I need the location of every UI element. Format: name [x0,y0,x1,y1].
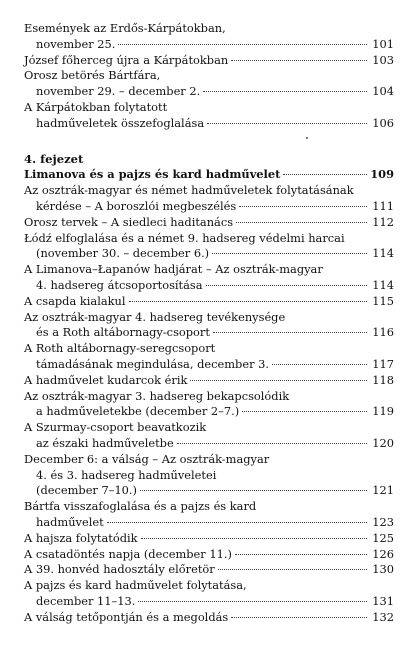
toc-page-number: 119 [372,404,394,419]
toc-entry-text: hadműveletek összefoglalása [36,115,205,130]
toc-entry [24,53,394,69]
chapter-title-entry [24,167,394,183]
toc-entry-text: József főherceg újra a Kárpátokban [24,52,229,67]
toc-entry-text: A csatadöntés napja (december 11.) [24,546,232,561]
toc-entry-text: A hadművelet kudarcok érik [24,372,188,387]
toc-entry [24,215,394,231]
toc-entry-text: A Kárpátokban folytatott [24,99,168,114]
toc-page-number: 101 [372,36,394,51]
toc-page-number: 103 [372,52,394,67]
toc-page-number: 114 [372,277,394,292]
toc-entry-text: 4. hadsereg átcsoportosítása [36,277,203,292]
toc-section-top [0,21,414,132]
toc-page-number: 123 [372,514,394,529]
toc-page-number: 117 [372,356,394,371]
toc-page-number: 114 [372,246,394,261]
toc-entry [24,21,394,53]
toc-page-number: 125 [372,530,394,545]
toc-page-number: 112 [372,214,394,229]
toc-entry-text: Łódź elfoglalása és a német 9. hadsereg védelmi harcai [24,230,345,245]
toc-entry-text: kérdése – A boroszlói megbeszélés [36,198,237,213]
toc-entry [24,294,394,310]
toc-entry [24,183,394,215]
toc-entry [24,100,394,132]
toc-entry [24,578,394,610]
toc-page-number: 120 [372,435,394,450]
toc-entry-text: hadművelet [36,514,104,529]
toc-entry-text: A Limanova–Łapanów hadjárat – Az osztrák-magyar [24,262,323,277]
toc-entry-text: Az osztrák-magyar 4. hadsereg tevékenysége [24,309,286,324]
toc-entry [24,231,394,263]
toc-entry [24,531,394,547]
chapter-label: 4. fejezet [24,151,84,166]
toc-entry [24,452,394,499]
chapter-title: Limanova és a pajzs és kard hadművelet [24,167,281,182]
toc-entry [24,610,394,626]
toc-page-number: 131 [372,593,394,608]
speck-mark [306,137,308,139]
toc-entry-text: A 39. honvéd hadosztály előretör [24,562,215,577]
toc-entry-text: A pajzs és kard hadművelet folytatása, [24,578,247,593]
toc-entry-text: (november 30. – december 6.) [36,246,210,261]
toc-page-number: 118 [372,372,394,387]
toc-entry-text: December 6: a válság – Az osztrák-magyar [24,451,270,466]
toc-entry [24,420,394,452]
toc-entry-text: és a Roth altábornagy-csoport [36,325,210,340]
toc-entry-text: Orosz betörés Bártfára, [24,68,161,83]
toc-entry-text: Orosz tervek – A siedleci haditanács [24,214,234,229]
toc-entry [24,373,394,389]
toc-page-number: 130 [372,562,394,577]
toc-entry [24,68,394,100]
toc-entry-text: az északi hadműveletbe [36,435,174,450]
toc-page-number: 115 [372,293,394,308]
chapter-page-number: 109 [370,167,394,182]
toc-entry [24,547,394,563]
toc-entry [24,341,394,373]
toc-page-number: 111 [372,198,394,213]
toc-entry-text: 4. és 3. hadsereg hadműveletei [36,467,217,482]
toc-page-number: 132 [372,609,394,624]
toc-entry-text: A Szurmay-csoport beavatkozik [24,420,207,435]
toc-entry [24,389,394,421]
toc-entry-text: támadásának megindulása, december 3. [36,356,270,371]
toc-entry-text: Az osztrák-magyar és német hadműveletek folytatásának [24,183,354,198]
toc-entry-text: A válság tetőpontján és a megoldás [24,609,229,624]
toc-entry [24,262,394,294]
toc-entry [24,499,394,531]
toc-page-number: 106 [372,115,394,130]
table-of-contents [0,21,414,625]
toc-entry-text: A hajsza folytatódik [24,530,138,545]
toc-page-number: 104 [372,84,394,99]
toc-entry-text: Események az Erdős-Kárpátokban, [24,21,226,35]
toc-entry-text: Bártfa visszafoglalása és a pajzs és kard [24,499,257,514]
toc-entry-text: a hadműveletekbe (december 2–7.) [36,404,240,419]
toc-entry [24,310,394,342]
toc-section-bottom [0,183,414,625]
toc-entry-text: A Roth altábornagy-seregcsoport [24,341,216,356]
toc-page-number: 121 [372,483,394,498]
toc-entry-text: Az osztrák-magyar 3. hadsereg bekapcsolódik [24,388,290,403]
toc-entry-text: A csapda kialakul [24,293,126,308]
toc-page-number: 116 [372,325,394,340]
toc-entry [24,562,394,578]
toc-entry-text: november 25. [36,36,116,51]
toc-entry-text: (december 7–10.) [36,483,137,498]
toc-page-number: 126 [372,546,394,561]
toc-entry-text: november 29. – december 2. [36,84,201,99]
toc-entry-text: december 11–13. [36,593,136,608]
